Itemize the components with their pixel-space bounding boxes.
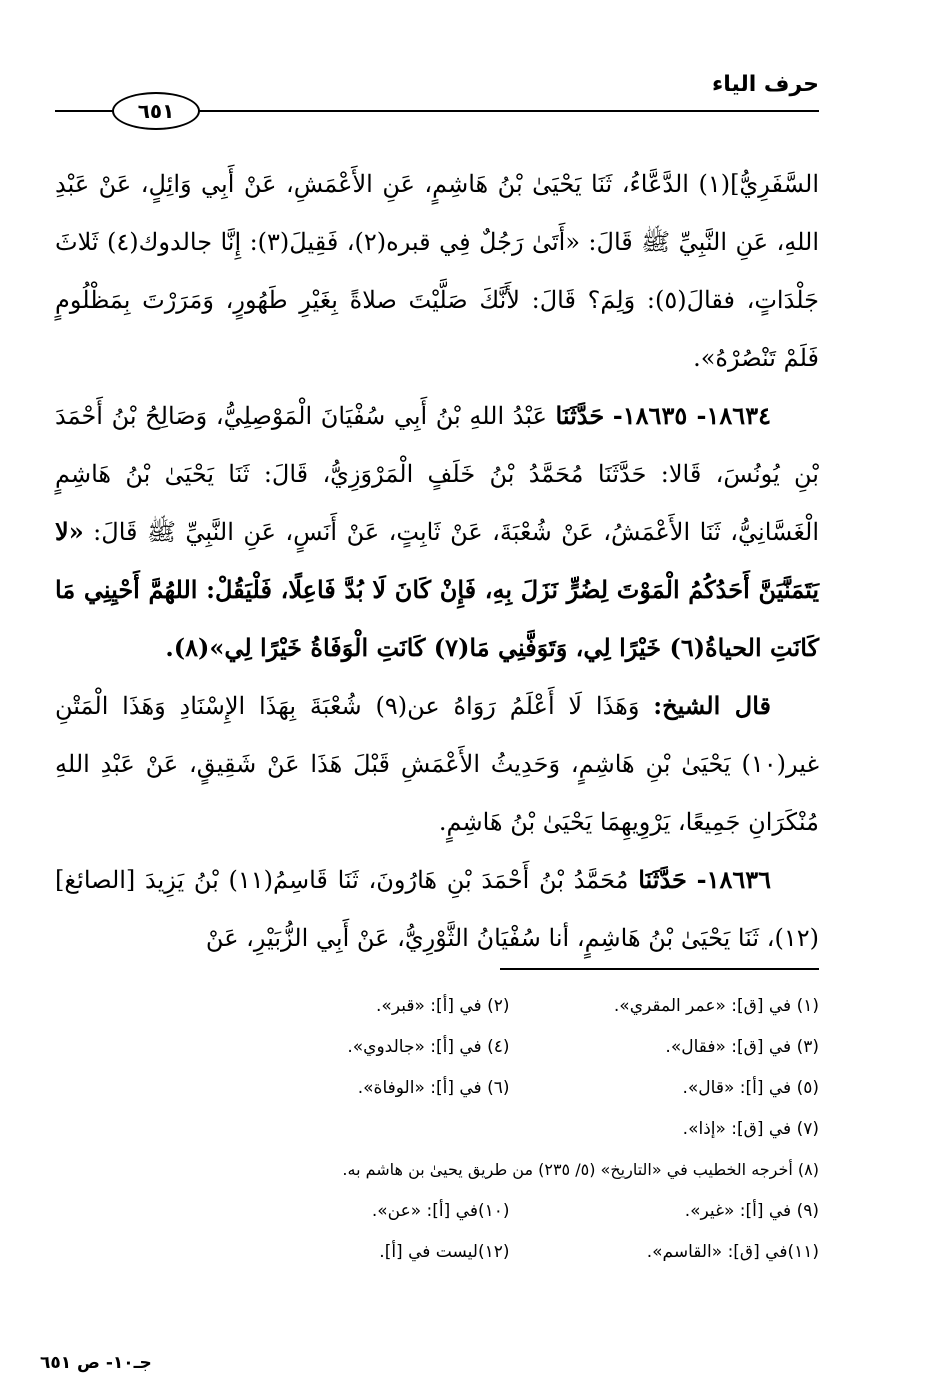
chapter-title: حرف الياء <box>711 72 819 97</box>
haddathana-keyword: حَدَّثَنَا <box>638 865 687 894</box>
footnote-12: (١٢)ليست في [أ]. <box>379 1241 510 1262</box>
paragraph-hadith-18634 <box>55 387 819 677</box>
sheikh-comment-text: وَهَذَا لَا أَعْلَمُ رَوَاهُ عن(٩) شُعْبَةَ بِهَذَا الإِسْنَادِ وَهَذَا الْمَتْنِ غير(١٠) يَحْيَىٰ بْنِ هَاشِمٍ، وَحَدِيثُ الأَعْمَشِ قَبْلَ هَذَا عَنْ شَقِيقٍ، عَنْ عَبْدِ اللهِ مُنْكَرَانِ جَمِيعًا، يَرْوِيهِمَا يَحْيَىٰ بْنُ هَاشِمٍ. <box>55 692 819 836</box>
footnote-11: (١١)في [ق]: «القاسم». <box>646 1241 819 1262</box>
paragraph-sheikh-comment <box>55 677 819 851</box>
paragraph-hadith-18636 <box>55 851 819 967</box>
footnote-6: (٦) في [أ]: «الوفاة». <box>357 1077 510 1098</box>
sheikh-label: قال الشيخ: <box>653 691 771 720</box>
main-text <box>55 155 819 967</box>
footnotes <box>200 985 819 1272</box>
haddathana-keyword: حَدَّثَنَا <box>555 401 605 430</box>
isnad-text: عَبْدُ اللهِ بْنُ أَبِي سُفْيَانَ الْمَوْصِلِيُّ، وَصَالِحُ بْنُ أَحْمَدَ بْنِ يُونُسَ، قَالا: حَدَّثَنَا مُحَمَّدُ بْنُ خَلَفٍ الْمَرْوَزِيُّ، قَالَ: ثَنَا يَحْيَىٰ بْنُ هَاشِمٍ الْغَسَّانِيُّ، ثَنَا الأَعْمَشُ، عَنْ شُعْبَةَ، عَنْ ثَابِتٍ، عَنْ أَنَسٍ، عَنِ النَّبِيِّ ﷺ قَالَ: <box>55 402 820 546</box>
footnote-row <box>200 985 819 1026</box>
footnote-7: (٧) في [ق]: «إذا». <box>682 1118 819 1139</box>
page-number-badge: ٦٥١ <box>112 92 200 130</box>
footnote-3: (٣) في [ق]: «فقال». <box>665 1036 819 1057</box>
footnote-5: (٥) في [أ]: «قال». <box>682 1077 819 1098</box>
footnote-row <box>200 1149 819 1190</box>
paragraph-1: السَّفَرِيُّ](١) الدَّعَّاءُ، ثَنَا يَحْيَىٰ بْنُ هَاشِمٍ، عَنِ الأَعْمَشِ، عَنْ أَبِي وَائِلٍ، عَنْ عَبْدِ اللهِ، عَنِ النَّبِيِّ ﷺ قَالَ: «أَتَىٰ رَجُلٌ فِي قبره(٢)، فَقِيلَ(٣): إِنَّا جالدوك(٤) ثَلاثَ جَلْدَاتٍ، فقالَ(٥): وَلِمَ؟ قَالَ: لأَنَّكَ صَلَّيْتَ صلاةً بِغَيْرِ طَهُورٍ، وَمَرَرْتَ بِمَظْلُومٍ فَلَمْ تَنْصُرْهُ». <box>55 170 820 372</box>
footnote-4: (٤) في [أ]: «جالدوي». <box>347 1036 510 1057</box>
footnote-row <box>200 1231 819 1272</box>
footnote-row <box>200 1190 819 1231</box>
footnote-8: (٨) أخرجه الخطيب في «التاريخ» (٥/ ٢٣٥) من طريق يحيىٰ بن هاشم به. <box>342 1160 819 1179</box>
hadith-number: ١٨٦٣٤- ١٨٦٣٥- <box>612 401 771 430</box>
footnote-10: (١٠)في [أ]: «عن». <box>371 1200 510 1221</box>
footnote-row <box>200 1026 819 1067</box>
volume-page-code: جـ١٠- ص ٦٥١ <box>40 1353 152 1373</box>
hadith-matn: «لا يَتَمَنَّيَنَّ أَحَدُكُمُ الْمَوْتَ لِضُرٍّ نَزَلَ بِهِ، فَإِنْ كَانَ لَا بُدَّ فَاعِلًا، فَلْيَقُلْ: اللهُمَّ أَحْيِنِي مَا كَانَتِ الحياةُ(٦) خَيْرًا لِي، وَتَوَفَّنِي مَا(٧) كَانَتِ الْوَفَاةُ خَيْرًا لِي»(٨). <box>55 517 819 662</box>
footnote-row <box>200 1067 819 1108</box>
footnote-rule <box>500 968 819 970</box>
footnote-9: (٩) في [أ]: «غير». <box>684 1200 819 1221</box>
footnote-1: (١) في [ق]: «عمر المقري». <box>613 995 819 1016</box>
footnote-2: (٢) في [أ]: «قبر». <box>376 995 510 1016</box>
hadith-number: ١٨٦٣٦- <box>696 865 772 894</box>
isnad-text: مُحَمَّدُ بْنُ أَحْمَدَ بْنِ هَارُونَ، ثَنَا قَاسِمُ(١١) بْنُ يَزِيدَ [الصائغ](١٢)، ثَنَا يَحْيَىٰ بْنُ هَاشِمٍ، أنا سُفْيَانُ الثَّوْرِيُّ، عَنْ أَبِي الزُّبَيْرِ، عَنْ <box>55 866 819 952</box>
footnote-row <box>200 1108 819 1149</box>
